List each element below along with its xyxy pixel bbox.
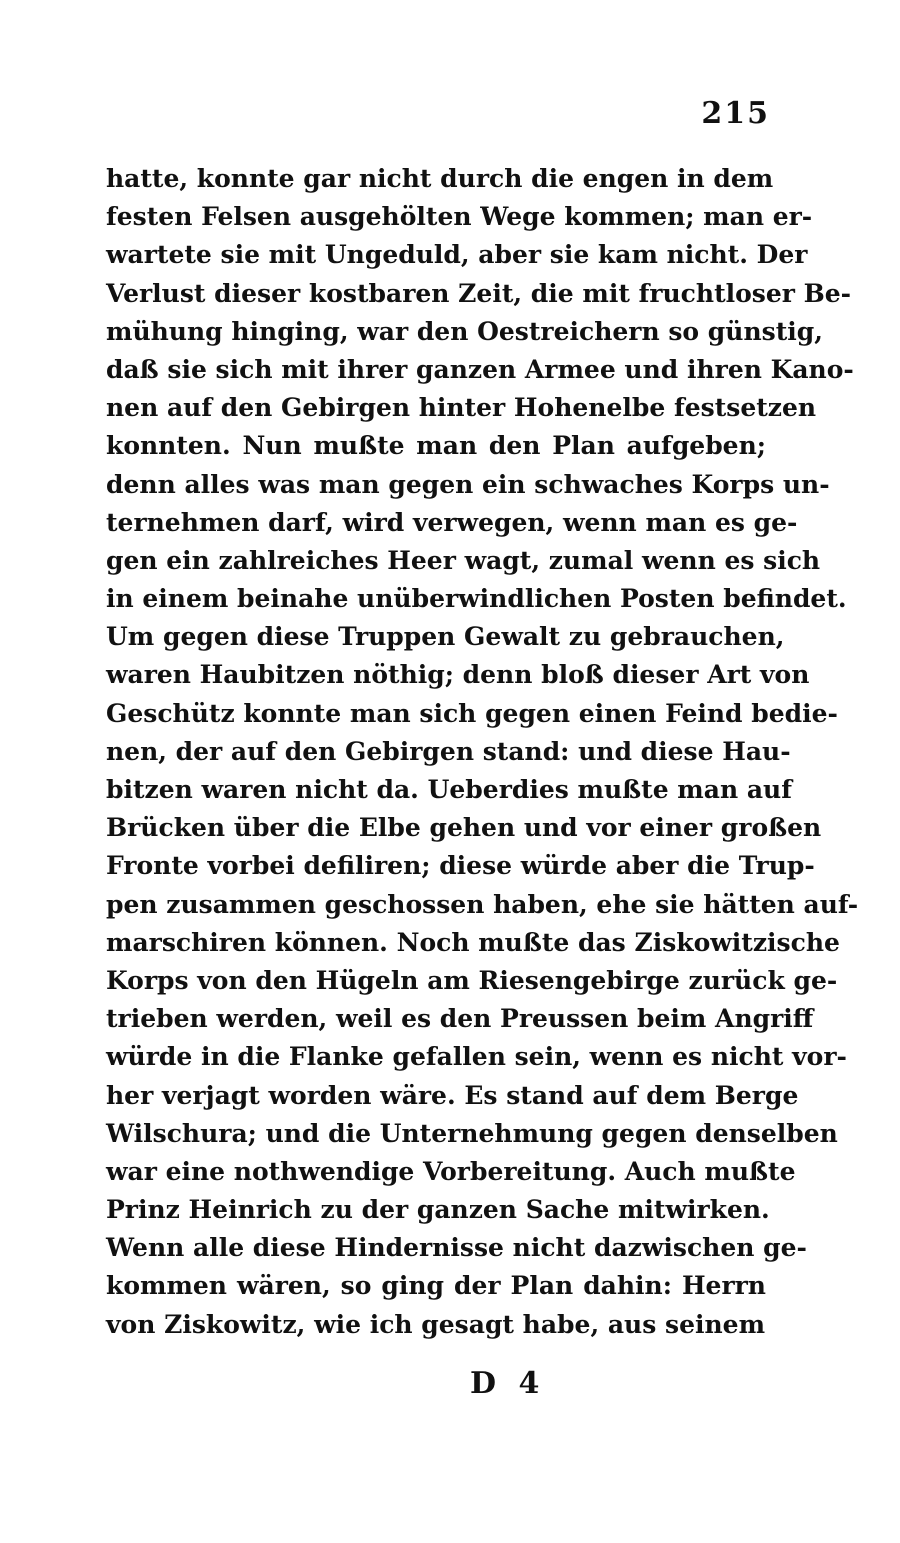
text-line: Wilschura; und die Unternehmung gegen denselben	[106, 1118, 838, 1148]
text-line: bitzen waren nicht da. Ueberdies mußte man auf	[106, 775, 792, 804]
text-line: war eine nothwendige Vorbereitung. Auch mußte	[106, 1156, 796, 1186]
text-line: Fronte vorbei defiliren; diese würde aber die Trup-	[106, 851, 815, 881]
text-line: in einem beinahe unüberwindlichen Posten befindet.	[106, 584, 847, 614]
text-line: ternehmen darf, wird verwegen, wenn man es ge-	[106, 507, 798, 537]
signature-mark: D 4	[470, 1366, 546, 1401]
text-line: marschiren können. Noch mußte das Ziskowitzische	[106, 927, 840, 957]
body-text	[106, 160, 859, 1344]
text-line: gen ein zahlreiches Heer wagt, zumal wenn es sich	[106, 545, 821, 575]
text-line: trieben werden, weil es den Preussen beim Angriff	[106, 1004, 814, 1034]
text-line: Korps von den Hügeln am Riesengebirge zurück ge-	[106, 965, 838, 995]
text-line: pen zusammen geschossen haben, ehe sie hätten auf-	[106, 889, 859, 919]
text-line: daß sie sich mit ihrer ganzen Armee und ihren Kano-	[106, 354, 854, 384]
page-number: 215	[701, 96, 770, 131]
text-line: her verjagt worden wäre. Es stand auf dem Berge	[106, 1080, 799, 1110]
text-line: nen auf den Gebirgen hinter Hohenelbe festsetzen	[106, 393, 817, 423]
text-line: mühung hinging, war den Oestreichern so günstig,	[106, 316, 823, 346]
text-line: Wenn alle diese Hindernisse nicht dazwischen ge-	[106, 1233, 807, 1263]
text-line: würde in die Flanke gefallen sein, wenn es nicht vor-	[106, 1042, 847, 1072]
text-line: Brücken über die Elbe gehen und vor einer großen	[106, 813, 822, 843]
text-line: nen, der auf den Gebirgen stand: und diese Hau-	[106, 736, 791, 766]
text-line: waren Haubitzen nöthig; denn bloß dieser Art von	[106, 660, 810, 690]
text-line: festen Felsen ausgehölten Wege kommen; man er-	[106, 202, 813, 232]
text-line: Geschütz konnte man sich gegen einen Feind bedie-	[106, 698, 838, 728]
text-line: wartete sie mit Ungeduld, aber sie kam nicht. Der	[106, 240, 808, 270]
text-line: von Ziskowitz, wie ich gesagt habe, aus seinem	[106, 1309, 766, 1339]
text-line: Prinz Heinrich zu der ganzen Sache mitwirken.	[106, 1195, 770, 1225]
text-line: kommen wären, so ging der Plan dahin: Herrn	[106, 1271, 766, 1301]
text-line: Um gegen diese Truppen Gewalt zu gebrauchen,	[106, 622, 785, 652]
text-line: denn alles was man gegen ein schwaches Korps un-	[106, 469, 830, 499]
text-line: konnten. Nun mußte man den Plan aufgeben;	[106, 431, 766, 461]
text-line: Verlust dieser kostbaren Zeit, die mit fruchtloser Be-	[106, 278, 852, 308]
text-line: hatte, konnte gar nicht durch die engen in dem	[106, 164, 774, 193]
